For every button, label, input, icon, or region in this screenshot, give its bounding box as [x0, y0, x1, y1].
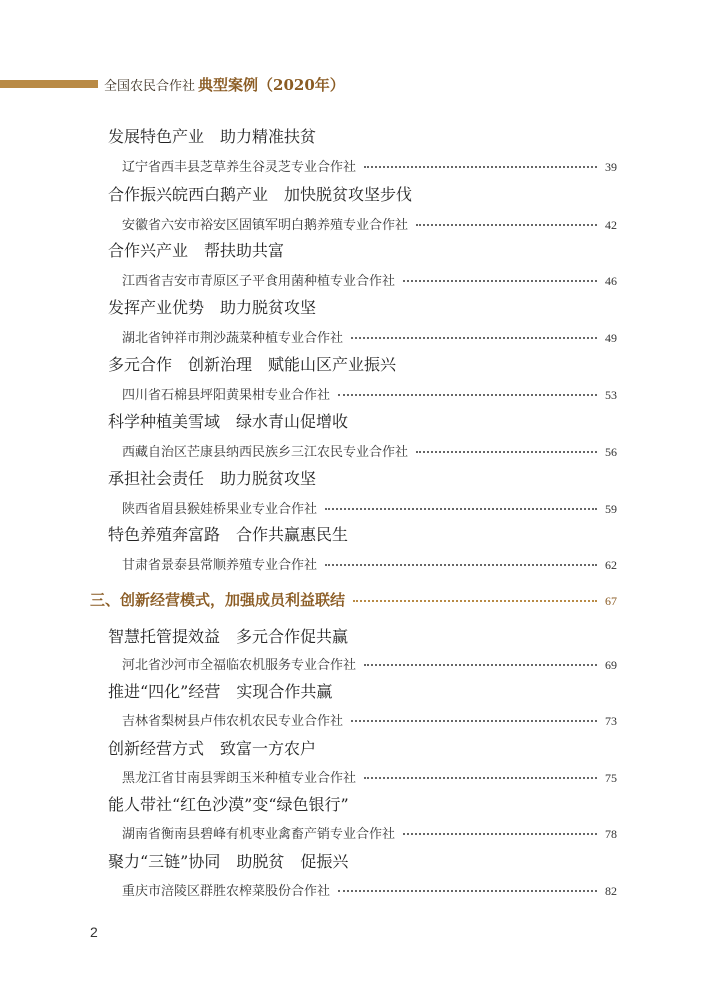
leader-dots	[403, 833, 597, 835]
leader-dots	[338, 394, 597, 396]
toc-entry-title[interactable]: 聚力“三链”协同 助脱贫 促振兴	[108, 852, 349, 871]
toc-entry-subtitle: 陕西省眉县猴娃桥果业专业合作社	[122, 502, 318, 517]
leader-dots	[351, 337, 597, 339]
toc-page-number: 53	[605, 388, 617, 402]
toc-entry-row[interactable]	[122, 880, 617, 899]
toc-entry-subtitle: 安徽省六安市裕安区固镇军明白鹅养殖专业合作社	[122, 218, 409, 233]
toc-entry-subtitle: 重庆市涪陵区群胜农榨菜股份合作社	[122, 884, 331, 899]
toc-entry-title[interactable]: 发展特色产业 助力精准扶贫	[108, 127, 317, 146]
toc-entry-title[interactable]: 特色养殖奔富路 合作共赢惠民生	[108, 525, 349, 544]
toc-entry-subtitle: 西藏自治区芒康县纳西民族乡三江农民专业合作社	[122, 445, 409, 460]
page-number: 2	[90, 924, 98, 940]
leader-dots	[325, 508, 597, 510]
toc-entry-title[interactable]: 智慧托管提效益 多元合作促共赢	[108, 627, 349, 646]
toc-page-number: 67	[605, 594, 617, 608]
toc-entry-title[interactable]: 合作兴产业 帮扶助共富	[108, 241, 285, 260]
toc-entry-row[interactable]	[122, 710, 617, 729]
toc-entry-title[interactable]: 承担社会责任 助力脱贫攻坚	[108, 469, 317, 488]
header-series-title: 全国农民合作社	[104, 79, 196, 94]
toc-entry-row[interactable]	[122, 327, 617, 346]
toc-entry-row[interactable]	[122, 441, 617, 460]
toc-entry-title[interactable]: 发挥产业优势 助力脱贫攻坚	[108, 298, 317, 317]
toc-entry-row[interactable]	[122, 654, 617, 673]
toc-page-number: 73	[605, 714, 617, 728]
toc-page-number: 62	[605, 558, 617, 572]
leader-dots	[351, 720, 597, 722]
toc-entry-title[interactable]: 能人带社“红色沙漠”变“绿色银行”	[108, 795, 349, 814]
toc-page-number: 59	[605, 502, 617, 516]
toc-page-number: 49	[605, 331, 617, 345]
toc-entry-row[interactable]	[122, 384, 617, 403]
header-emphasis-title: 典型案例（2020年）	[198, 76, 345, 94]
toc-entry-row[interactable]	[122, 214, 617, 233]
toc-page-number: 78	[605, 827, 617, 841]
toc-entry-subtitle: 湖南省衡南县碧峰有机枣业禽畜产销专业合作社	[122, 827, 396, 842]
toc-page-number: 39	[605, 160, 617, 174]
toc-entry-subtitle: 湖北省钟祥市荆沙蔬菜种植专业合作社	[122, 331, 344, 346]
toc-entry-subtitle: 四川省石棉县坪阳黄果柑专业合作社	[122, 388, 331, 403]
toc-page-number: 69	[605, 658, 617, 672]
leader-dots	[353, 600, 597, 602]
toc-section-heading[interactable]	[90, 589, 617, 610]
leader-dots	[364, 166, 597, 168]
toc-entry-subtitle: 黑龙江省甘南县霁朗玉米种植专业合作社	[122, 771, 357, 786]
leader-dots	[364, 777, 597, 779]
toc-entry-row[interactable]	[122, 554, 617, 573]
toc-page-number: 82	[605, 884, 617, 898]
leader-dots	[338, 890, 597, 892]
leader-dots	[364, 664, 597, 666]
toc-entry-subtitle: 江西省吉安市青原区子平食用菌种植专业合作社	[122, 274, 396, 289]
toc-entry-subtitle: 吉林省梨树县卢伟农机农民专业合作社	[122, 714, 344, 729]
section-title: 三、创新经营模式，加强成员利益联结	[90, 591, 346, 609]
toc-entry-subtitle: 河北省沙河市全福临农机服务专业合作社	[122, 658, 357, 673]
toc-entry-row[interactable]	[122, 156, 617, 175]
toc-entry-subtitle: 甘肃省景泰县常顺养殖专业合作社	[122, 558, 318, 573]
leader-dots	[325, 564, 597, 566]
toc-page-number: 42	[605, 218, 617, 232]
toc-page-number: 75	[605, 771, 617, 785]
toc-entry-row[interactable]	[122, 767, 617, 786]
toc-entry-row[interactable]	[122, 823, 617, 842]
toc-entry-title[interactable]: 推进“四化”经营 实现合作共赢	[108, 682, 333, 701]
toc-entry-title[interactable]: 科学种植美雪域 绿水青山促增收	[108, 412, 349, 431]
leader-dots	[403, 280, 597, 282]
toc-entry-row[interactable]	[122, 270, 617, 289]
leader-dots	[416, 224, 597, 226]
toc-entry-title[interactable]: 创新经营方式 致富一方农户	[108, 739, 317, 758]
toc-entry-title[interactable]: 合作振兴皖西白鹅产业 加快脱贫攻坚步伐	[108, 185, 413, 204]
toc-page-number: 46	[605, 274, 617, 288]
toc-entry-subtitle: 辽宁省西丰县芝草养生谷灵芝专业合作社	[122, 160, 357, 175]
toc-entry-title[interactable]: 多元合作 创新治理 赋能山区产业振兴	[108, 355, 397, 374]
leader-dots	[416, 451, 597, 453]
toc-entry-row[interactable]	[122, 498, 617, 517]
toc-page-number: 56	[605, 445, 617, 459]
